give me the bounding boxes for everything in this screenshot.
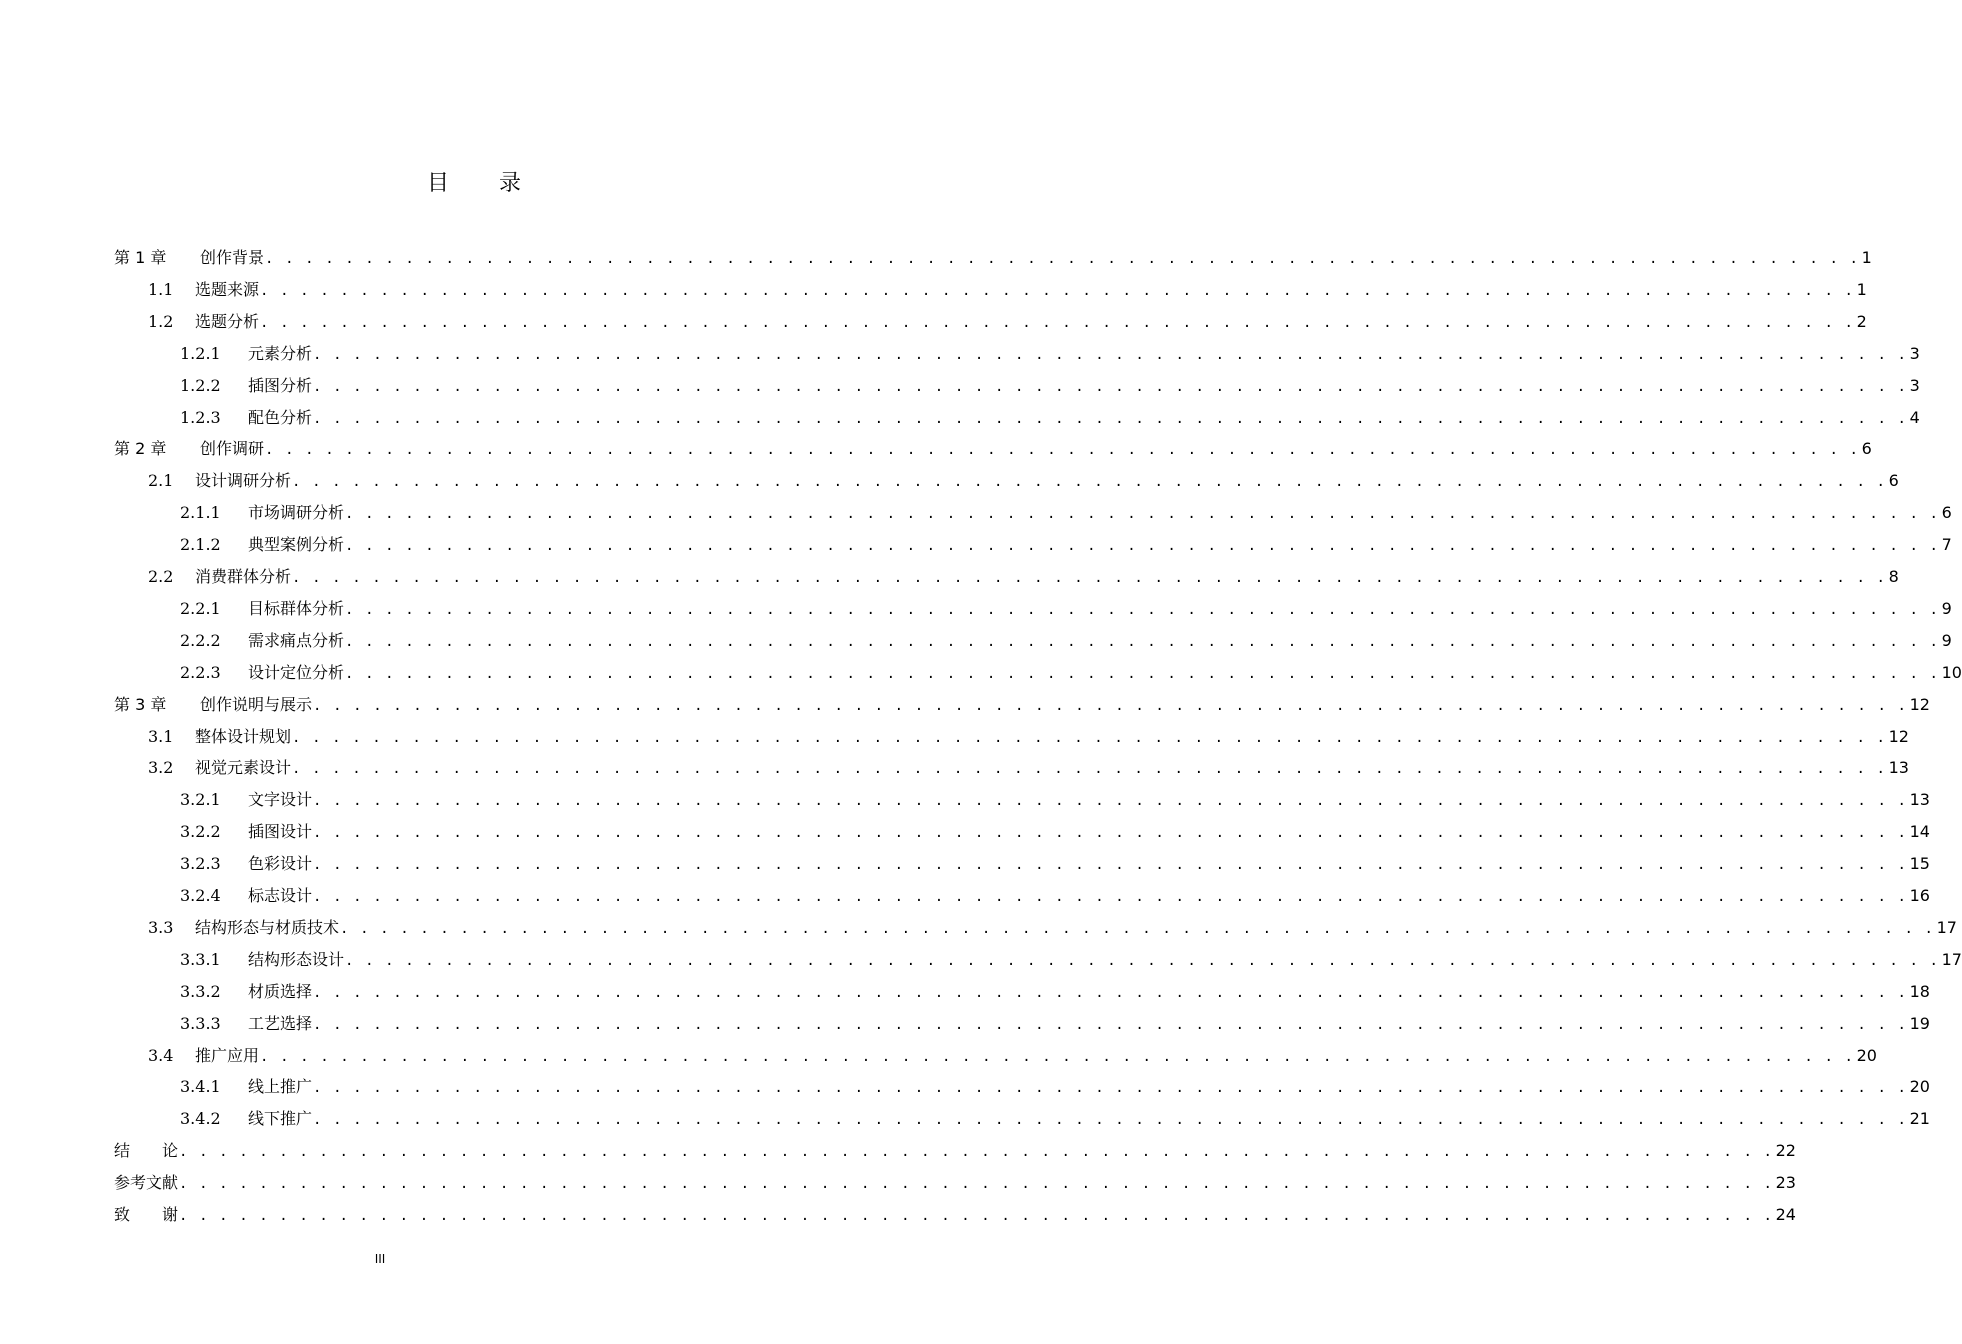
toc-entry-page: 15	[1909, 854, 1930, 873]
toc-entry-number: 2.2.1	[180, 599, 221, 618]
title-char-1: 目	[426, 171, 451, 196]
toc-leader-dots: . . . . . . . . . . . . . . . . . . . . . . . . . . . . . . . . . . . . . . . . . . . . . . . . . . . . . . . . . . . . . . . . . . . . . . . . . . . . . . . .	[313, 793, 1908, 809]
toc-leader-dots: . . . . . . . . . . . . . . . . . . . . . . . . . . . . . . . . . . . . . . . . . . . . . . . . . . . . . . . . . . . . . . . . . . . . . . . . . . . . . . . .	[345, 634, 1940, 650]
toc-entry-page: 6	[1888, 471, 1899, 490]
toc-entry-page: 19	[1909, 1014, 1930, 1033]
toc-leader-dots: . . . . . . . . . . . . . . . . . . . . . . . . . . . . . . . . . . . . . . . . . . . . . . . . . . . . . . . . . . . . . . . . . . . . . . . . . . . . . . . .	[179, 1208, 1774, 1224]
toc-entry-number: 第 3 章	[114, 695, 167, 714]
toc-entry-number: 2.2.2	[180, 631, 221, 650]
toc-entry-label: 视觉元素设计	[195, 758, 292, 777]
toc-entry-number: 1.2.3	[180, 408, 221, 427]
title-char-2: 录	[499, 171, 524, 196]
toc-entry-page: 24	[1775, 1205, 1796, 1224]
toc-entry-number: 1.2.1	[180, 344, 221, 363]
toc-entry-label: 文字设计	[248, 790, 313, 809]
toc-entry[interactable]	[180, 629, 1952, 653]
toc-entry-label: 推广应用	[195, 1046, 260, 1065]
toc-entry-number: 1.1	[148, 280, 174, 299]
toc-entry-page: 3	[1909, 376, 1920, 395]
toc-leader-dots: . . . . . . . . . . . . . . . . . . . . . . . . . . . . . . . . . . . . . . . . . . . . . . . . . . . . . . . . . . . . . . . . . . . . . . . . . . . . . . . .	[292, 761, 1887, 777]
toc-entry-label: 选题来源	[195, 280, 260, 299]
toc-entry[interactable]	[180, 661, 1962, 685]
toc-entry-number: 第 2 章	[114, 439, 167, 458]
toc-leader-dots: . . . . . . . . . . . . . . . . . . . . . . . . . . . . . . . . . . . . . . . . . . . . . . . . . . . . . . . . . . . . . . . . . . . . . . . . . . . . . . . .	[345, 506, 1940, 522]
toc-entry-number: 3.2.3	[180, 854, 221, 873]
toc-entry-number: 1.2.2	[180, 376, 221, 395]
toc-entry-number: 1.2	[148, 312, 174, 331]
toc-entry-page: 2	[1856, 312, 1867, 331]
toc-entry-number: 3.3.3	[180, 1014, 221, 1033]
toc-entry-label: 工艺选择	[248, 1014, 313, 1033]
toc-entry[interactable]	[180, 884, 1930, 908]
toc-entry-label: 结 论	[114, 1141, 179, 1160]
toc-entry-label: 创作背景	[200, 248, 265, 267]
toc-entry[interactable]	[148, 469, 1899, 493]
toc-leader-dots: . . . . . . . . . . . . . . . . . . . . . . . . . . . . . . . . . . . . . . . . . . . . . . . . . . . . . . . . . . . . . . . . . . . . . . . . . . . . . . . .	[345, 666, 1940, 682]
toc-entry-label: 色彩设计	[248, 854, 313, 873]
toc-entry[interactable]	[114, 1203, 1796, 1227]
toc-entry[interactable]	[180, 342, 1920, 366]
toc-entry-page: 18	[1909, 982, 1930, 1001]
toc-entry[interactable]	[180, 501, 1952, 525]
toc-leader-dots: . . . . . . . . . . . . . . . . . . . . . . . . . . . . . . . . . . . . . . . . . . . . . . . . . . . . . . . . . . . . . . . . . . . . . . . . . . . . . . . .	[313, 889, 1908, 905]
toc-entry[interactable]	[180, 1075, 1930, 1099]
toc-entry-number: 2.1.2	[180, 535, 221, 554]
toc-entry-label: 目标群体分析	[248, 599, 345, 618]
toc-entry-label: 整体设计规划	[195, 727, 292, 746]
toc-entry-page: 12	[1909, 695, 1930, 714]
toc-entry[interactable]	[180, 533, 1952, 557]
toc-entry-label: 需求痛点分析	[248, 631, 345, 650]
toc-entry-label: 线上推广	[248, 1077, 313, 1096]
toc-entry-label: 典型案例分析	[248, 535, 345, 554]
toc-entry-label: 插图分析	[248, 376, 313, 395]
toc-entry[interactable]	[180, 948, 1962, 972]
toc-leader-dots: . . . . . . . . . . . . . . . . . . . . . . . . . . . . . . . . . . . . . . . . . . . . . . . . . . . . . . . . . . . . . . . . . . . . . . . . . . . . . . . .	[345, 602, 1940, 618]
toc-leader-dots: . . . . . . . . . . . . . . . . . . . . . . . . . . . . . . . . . . . . . . . . . . . . . . . . . . . . . . . . . . . . . . . . . . . . . . . . . . . . . . . .	[345, 953, 1940, 969]
toc-entry-page: 7	[1941, 535, 1952, 554]
toc-entry[interactable]	[180, 788, 1930, 812]
toc-entry-number: 3.4	[148, 1046, 174, 1065]
toc-entry[interactable]	[180, 820, 1930, 844]
toc-entry-label: 市场调研分析	[248, 503, 345, 522]
toc-entry[interactable]	[180, 597, 1952, 621]
toc-entry-label: 设计定位分析	[248, 663, 345, 682]
toc-entry-number: 3.3	[148, 918, 174, 937]
toc-entry-page: 20	[1909, 1077, 1930, 1096]
toc-entry-page: 9	[1941, 599, 1952, 618]
toc-leader-dots: . . . . . . . . . . . . . . . . . . . . . . . . . . . . . . . . . . . . . . . . . . . . . . . . . . . . . . . . . . . . . . . . . . . . . . . . . . . . . . . .	[260, 315, 1855, 331]
toc-entry[interactable]	[114, 693, 1930, 717]
toc-entry-page: 17	[1936, 918, 1957, 937]
toc-entry-label: 配色分析	[248, 408, 313, 427]
toc-entry-page: 12	[1888, 727, 1909, 746]
toc-entry-number: 2.1.1	[180, 503, 221, 522]
toc-leader-dots: . . . . . . . . . . . . . . . . . . . . . . . . . . . . . . . . . . . . . . . . . . . . . . . . . . . . . . . . . . . . . . . . . . . . . . . . . . . . . . . .	[313, 379, 1908, 395]
toc-leader-dots: . . . . . . . . . . . . . . . . . . . . . . . . . . . . . . . . . . . . . . . . . . . . . . . . . . . . . . . . . . . . . . . . . . . . . . . . . . . . . . . .	[260, 283, 1855, 299]
toc-entry[interactable]	[114, 1171, 1796, 1195]
toc-entry-number: 第 1 章	[114, 248, 167, 267]
toc-entry-number: 3.2.1	[180, 790, 221, 809]
toc-entry-page: 9	[1941, 631, 1952, 650]
toc-leader-dots: . . . . . . . . . . . . . . . . . . . . . . . . . . . . . . . . . . . . . . . . . . . . . . . . . . . . . . . . . . . . . . . . . . . . . . . . . . . . . . . .	[292, 474, 1887, 490]
toc-entry-number: 2.2	[148, 567, 174, 586]
toc-entry-page: 1	[1861, 248, 1872, 267]
toc-entry-page: 3	[1909, 344, 1920, 363]
toc-entry-page: 20	[1856, 1046, 1877, 1065]
toc-leader-dots: . . . . . . . . . . . . . . . . . . . . . . . . . . . . . . . . . . . . . . . . . . . . . . . . . . . . . . . . . . . . . . . . . . . . . . . . . . . . . . . .	[179, 1176, 1774, 1192]
toc-leader-dots: . . . . . . . . . . . . . . . . . . . . . . . . . . . . . . . . . . . . . . . . . . . . . . . . . . . . . . . . . . . . . . . . . . . . . . . . . . . . . . . .	[345, 538, 1940, 554]
toc-entry[interactable]	[148, 310, 1867, 334]
toc-entry-label: 材质选择	[248, 982, 313, 1001]
toc-entry-label: 消费群体分析	[195, 567, 292, 586]
toc-entry-number: 3.2.4	[180, 886, 221, 905]
toc-entry-page: 14	[1909, 822, 1930, 841]
toc-entry-page: 1	[1856, 280, 1867, 299]
toc-entry-label: 元素分析	[248, 344, 313, 363]
toc-entry-page: 8	[1888, 567, 1899, 586]
toc-leader-dots: . . . . . . . . . . . . . . . . . . . . . . . . . . . . . . . . . . . . . . . . . . . . . . . . . . . . . . . . . . . . . . . . . . . . . . . . . . . . . . . .	[313, 347, 1908, 363]
toc-entry-number: 3.3.1	[180, 950, 221, 969]
toc-entry[interactable]	[180, 980, 1930, 1004]
toc-entry-number: 3.2	[148, 758, 174, 777]
toc-entry[interactable]	[114, 246, 1872, 270]
toc-entry[interactable]	[180, 1012, 1930, 1036]
toc-leader-dots: . . . . . . . . . . . . . . . . . . . . . . . . . . . . . . . . . . . . . . . . . . . . . . . . . . . . . . . . . . . . . . . . . . . . . . . . . . . . . . . .	[313, 698, 1908, 714]
toc-leader-dots: . . . . . . . . . . . . . . . . . . . . . . . . . . . . . . . . . . . . . . . . . . . . . . . . . . . . . . . . . . . . . . . . . . . . . . . . . . . . . . . .	[265, 442, 1860, 458]
toc-entry-page: 22	[1775, 1141, 1796, 1160]
toc-entry-number: 3.1	[148, 727, 174, 746]
toc-entry[interactable]	[180, 852, 1930, 876]
toc-entry[interactable]	[148, 565, 1899, 589]
toc-entry-number: 2.2.3	[180, 663, 221, 682]
page-number-footer: III	[374, 1252, 386, 1266]
toc-entry[interactable]	[180, 1107, 1930, 1131]
toc-entry-label: 创作说明与展示	[200, 695, 313, 714]
toc-entry[interactable]	[114, 437, 1872, 461]
toc-entry-page: 13	[1909, 790, 1930, 809]
toc-entry[interactable]	[148, 725, 1909, 749]
toc-entry[interactable]	[148, 916, 1957, 940]
toc-entry[interactable]	[148, 278, 1867, 302]
toc-entry-label: 标志设计	[248, 886, 313, 905]
toc-entry-page: 17	[1941, 950, 1962, 969]
toc-entry-page: 6	[1861, 439, 1872, 458]
toc-leader-dots: . . . . . . . . . . . . . . . . . . . . . . . . . . . . . . . . . . . . . . . . . . . . . . . . . . . . . . . . . . . . . . . . . . . . . . . . . . . . . . . .	[340, 921, 1935, 937]
toc-entry[interactable]	[148, 756, 1909, 780]
toc-entry-label: 结构形态设计	[248, 950, 345, 969]
toc-leader-dots: . . . . . . . . . . . . . . . . . . . . . . . . . . . . . . . . . . . . . . . . . . . . . . . . . . . . . . . . . . . . . . . . . . . . . . . . . . . . . . . .	[313, 825, 1908, 841]
toc-entry-page: 13	[1888, 758, 1909, 777]
toc-entry[interactable]	[180, 374, 1920, 398]
toc-leader-dots: . . . . . . . . . . . . . . . . . . . . . . . . . . . . . . . . . . . . . . . . . . . . . . . . . . . . . . . . . . . . . . . . . . . . . . . . . . . . . . . .	[292, 730, 1887, 746]
toc-entry[interactable]	[180, 406, 1920, 430]
toc-leader-dots: . . . . . . . . . . . . . . . . . . . . . . . . . . . . . . . . . . . . . . . . . . . . . . . . . . . . . . . . . . . . . . . . . . . . . . . . . . . . . . . .	[179, 1144, 1774, 1160]
toc-entry-number: 2.1	[148, 471, 174, 490]
toc-entry-number: 3.4.1	[180, 1077, 221, 1096]
toc-entry-label: 创作调研	[200, 439, 265, 458]
toc-entry-label: 结构形态与材质技术	[195, 918, 340, 937]
toc-entry-page: 4	[1909, 408, 1920, 427]
toc-entry[interactable]	[148, 1044, 1877, 1068]
toc-entry-label: 致 谢	[114, 1205, 179, 1224]
toc-entry-page: 10	[1941, 663, 1962, 682]
toc-leader-dots: . . . . . . . . . . . . . . . . . . . . . . . . . . . . . . . . . . . . . . . . . . . . . . . . . . . . . . . . . . . . . . . . . . . . . . . . . . . . . . . .	[260, 1049, 1855, 1065]
toc-leader-dots: . . . . . . . . . . . . . . . . . . . . . . . . . . . . . . . . . . . . . . . . . . . . . . . . . . . . . . . . . . . . . . . . . . . . . . . . . . . . . . . .	[265, 251, 1860, 267]
toc-entry-label: 线下推广	[248, 1109, 313, 1128]
toc-leader-dots: . . . . . . . . . . . . . . . . . . . . . . . . . . . . . . . . . . . . . . . . . . . . . . . . . . . . . . . . . . . . . . . . . . . . . . . . . . . . . . . .	[313, 1080, 1908, 1096]
toc-leader-dots: . . . . . . . . . . . . . . . . . . . . . . . . . . . . . . . . . . . . . . . . . . . . . . . . . . . . . . . . . . . . . . . . . . . . . . . . . . . . . . . .	[313, 411, 1908, 427]
toc-entry-number: 3.2.2	[180, 822, 221, 841]
toc-leader-dots: . . . . . . . . . . . . . . . . . . . . . . . . . . . . . . . . . . . . . . . . . . . . . . . . . . . . . . . . . . . . . . . . . . . . . . . . . . . . . . . .	[292, 570, 1887, 586]
toc-leader-dots: . . . . . . . . . . . . . . . . . . . . . . . . . . . . . . . . . . . . . . . . . . . . . . . . . . . . . . . . . . . . . . . . . . . . . . . . . . . . . . . .	[313, 985, 1908, 1001]
toc-entry-number: 3.3.2	[180, 982, 221, 1001]
toc-leader-dots: . . . . . . . . . . . . . . . . . . . . . . . . . . . . . . . . . . . . . . . . . . . . . . . . . . . . . . . . . . . . . . . . . . . . . . . . . . . . . . . .	[313, 857, 1908, 873]
toc-entry[interactable]	[114, 1139, 1796, 1163]
toc-leader-dots: . . . . . . . . . . . . . . . . . . . . . . . . . . . . . . . . . . . . . . . . . . . . . . . . . . . . . . . . . . . . . . . . . . . . . . . . . . . . . . . .	[313, 1112, 1908, 1128]
toc-entry-label: 选题分析	[195, 312, 260, 331]
toc-entry-label: 插图设计	[248, 822, 313, 841]
toc-entry-number: 3.4.2	[180, 1109, 221, 1128]
toc-entry-page: 16	[1909, 886, 1930, 905]
toc-entry-page: 23	[1775, 1173, 1796, 1192]
toc-entry-label: 参考文献	[114, 1173, 179, 1192]
toc-entry-page: 6	[1941, 503, 1952, 522]
toc-entry-page: 21	[1909, 1109, 1930, 1128]
toc-entry-label: 设计调研分析	[195, 471, 292, 490]
toc-leader-dots: . . . . . . . . . . . . . . . . . . . . . . . . . . . . . . . . . . . . . . . . . . . . . . . . . . . . . . . . . . . . . . . . . . . . . . . . . . . . . . . .	[313, 1017, 1908, 1033]
